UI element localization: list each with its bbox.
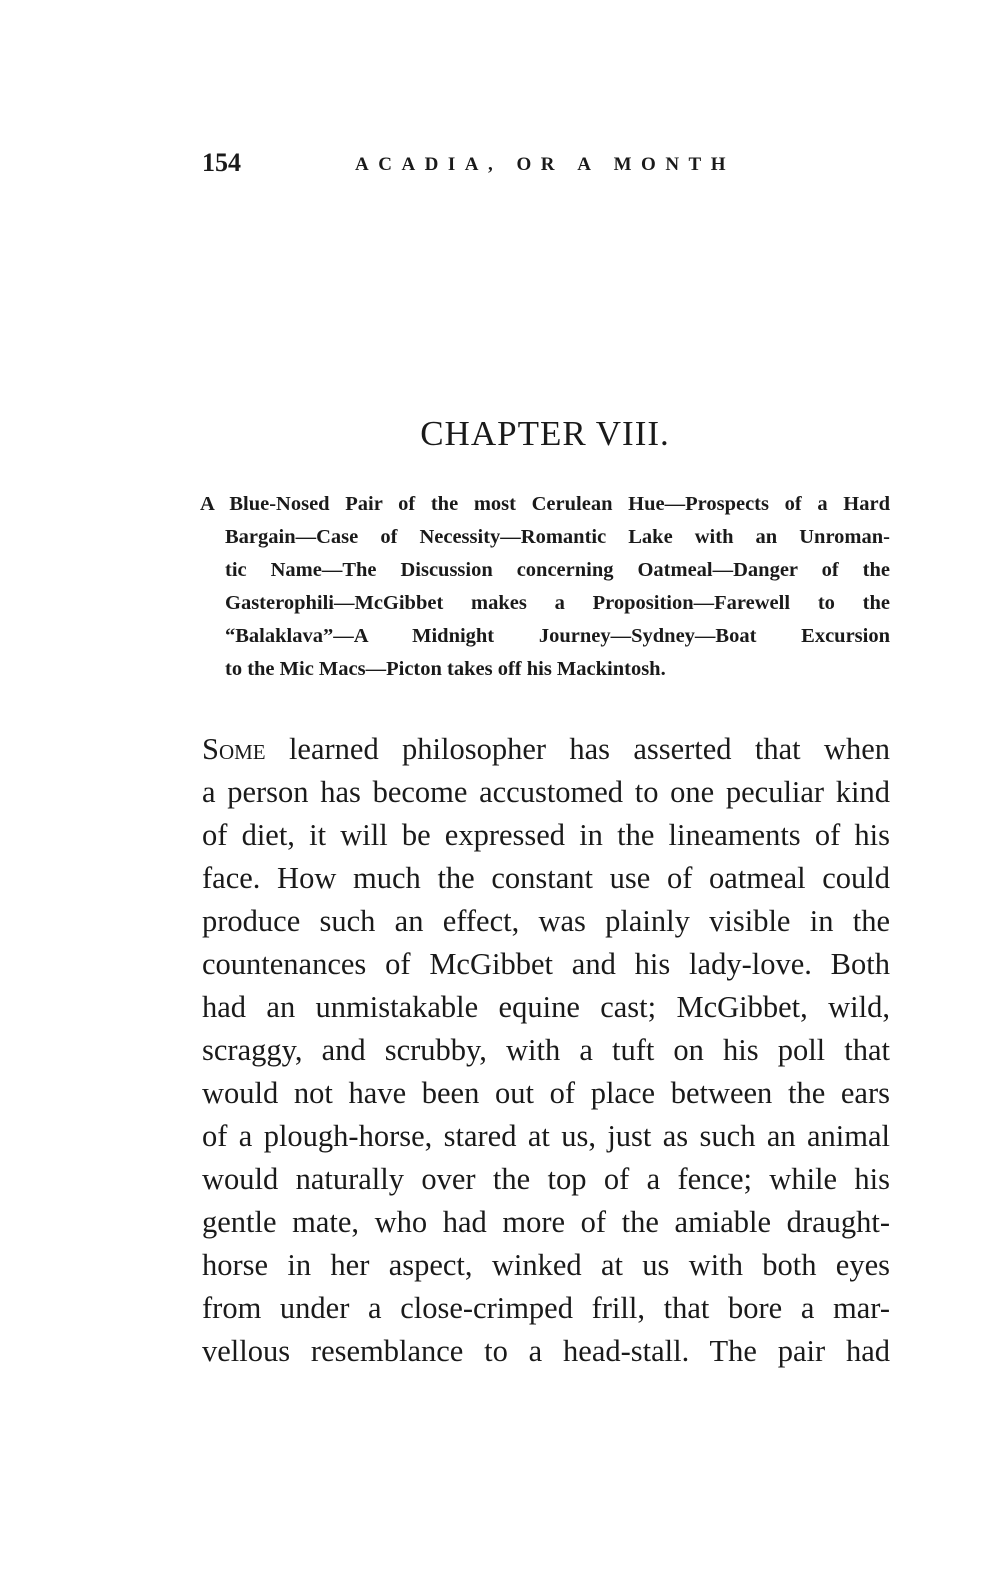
- body-line: had an unmistakable equine cast; McGibbet, wild,: [202, 990, 890, 1024]
- body-line: face. How much the constant use of oatmeal could: [202, 861, 890, 895]
- summary-line: “Balaklava”—A Midnight Journey—Sydney—Boat Excursion: [225, 625, 890, 647]
- body-line: countenances of McGibbet and his lady-love. Both: [202, 947, 890, 981]
- summary-line: Bargain—Case of Necessity—Romantic Lake with an Unroman-: [225, 526, 890, 548]
- summary-line: Gasterophili—McGibbet makes a Proposition—Farewell to the: [225, 592, 890, 614]
- first-line-text: learned philosopher has asserted that when: [265, 732, 890, 766]
- chapter-summary: [200, 488, 890, 686]
- body-line: vellous resemblance to a head-stall. The pair had: [202, 1334, 890, 1368]
- body-line: of diet, it will be expressed in the lineaments of his: [202, 818, 890, 852]
- body-line: of a plough-horse, stared at us, just as such an animal: [202, 1119, 890, 1153]
- body-line: a person has become accustomed to one peculiar kind: [202, 775, 890, 809]
- body-line: would naturally over the top of a fence; while his: [202, 1162, 890, 1196]
- running-title: ACADIA, OR A MONTH: [355, 154, 736, 175]
- summary-line: to the Mic Macs—Picton takes off his Mackintosh.: [225, 658, 666, 680]
- body-line: horse in her aspect, winked at us with both eyes: [202, 1248, 890, 1282]
- body-line: would not have been out of place between the ears: [202, 1076, 890, 1110]
- body-text: [202, 728, 890, 1373]
- body-line: scraggy, and scrubby, with a tuft on his poll that: [202, 1033, 890, 1067]
- page-number: 154: [202, 148, 241, 177]
- body-line: from under a close-crimped frill, that bore a mar-: [202, 1291, 890, 1325]
- body-line: produce such an effect, was plainly visible in the: [202, 904, 890, 938]
- body-line: [202, 728, 890, 771]
- chapter-title: CHAPTER VIII.: [420, 414, 670, 453]
- summary-line: A Blue-Nosed Pair of the most Cerulean Hue—Prospects of a Hard: [200, 493, 890, 515]
- small-caps-opening: Some: [202, 732, 266, 766]
- body-line: gentle mate, who had more of the amiable draught-: [202, 1205, 890, 1239]
- summary-line: tic Name—The Discussion concerning Oatmeal—Danger of the: [225, 559, 890, 581]
